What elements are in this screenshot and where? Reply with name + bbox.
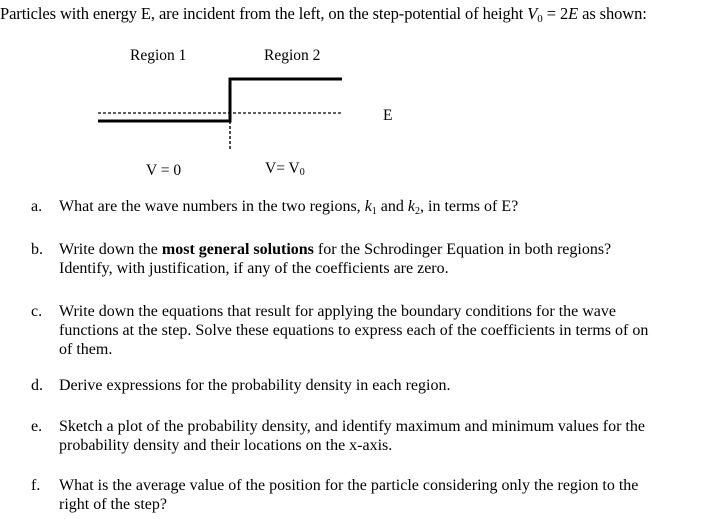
- question-text: [59, 240, 715, 278]
- v0-symbol: V: [527, 4, 538, 23]
- question-e-line-1: Sketch a plot of the probability density, and identify maximum and minimum values for the: [59, 418, 645, 435]
- v-right-subscript: 0: [299, 167, 305, 178]
- question-a-text-1: What are the wave numbers in the two regions,: [59, 198, 365, 215]
- question-c-line-1: Write down the equations that result for applying the boundary conditions for the wave: [59, 303, 616, 320]
- question-c-line-2: functions at the step. Solve these equations to express each of the coefficients in terms of on: [59, 322, 649, 339]
- question-letter: d.: [31, 377, 43, 394]
- region-1-label: Region 1: [130, 47, 187, 64]
- question-letter: f.: [31, 477, 41, 494]
- question-letter: b.: [31, 241, 43, 258]
- question-f-line-2: right of the step?: [59, 496, 167, 513]
- question-text: [59, 376, 715, 395]
- question-letter: c.: [31, 303, 43, 320]
- question-b-bold: most general solutions: [161, 241, 314, 258]
- k1-symbol: k: [364, 198, 372, 215]
- k2-subscript: 2: [415, 206, 421, 217]
- question-d-line-1: Derive expressions for the probability density in each region.: [59, 377, 451, 394]
- question-a-text-2: , in terms of E?: [420, 198, 519, 215]
- intro-equals: = 2: [542, 4, 569, 23]
- v-right-label: [265, 160, 305, 178]
- k1-subscript: 1: [371, 206, 377, 217]
- v-left-label: V = 0: [146, 162, 182, 179]
- intro-prefix: Particles with energy E, are incident from the left, on the step-potential of height: [0, 4, 528, 23]
- question-text: [59, 476, 715, 514]
- potential-step-line: [98, 79, 342, 121]
- question-letter: e.: [31, 418, 43, 435]
- problem-intro: [0, 4, 715, 24]
- question-letter: a.: [31, 198, 43, 215]
- question-text: [59, 197, 715, 216]
- question-b-line-2: Identify, with justification, if any of the coefficients are zero.: [59, 260, 449, 277]
- energy-label: E: [383, 107, 393, 124]
- question-a-and: and: [376, 198, 408, 215]
- v-right-text: V= V: [265, 160, 300, 177]
- region-2-label: Region 2: [264, 47, 321, 64]
- intro-suffix: as shown:: [578, 4, 647, 23]
- question-e-line-2: probability density and their locations on the x-axis.: [59, 437, 393, 454]
- energy-symbol: E: [568, 4, 579, 23]
- question-c-line-3: of them.: [59, 341, 113, 358]
- question-b-text-2: for the Schrodinger Equation in both regions?: [313, 241, 612, 258]
- k2-symbol: k: [407, 198, 416, 215]
- question-f-line-1: What is the average value of the position for the particle considering only the region to the: [59, 477, 639, 494]
- v0-subscript: 0: [537, 13, 543, 25]
- question-text: [59, 302, 715, 359]
- question-b-text-1: Write down the: [59, 241, 162, 258]
- question-text: [59, 417, 715, 455]
- step-potential-diagram: [0, 40, 715, 190]
- step-potential-graphic: [0, 40, 715, 190]
